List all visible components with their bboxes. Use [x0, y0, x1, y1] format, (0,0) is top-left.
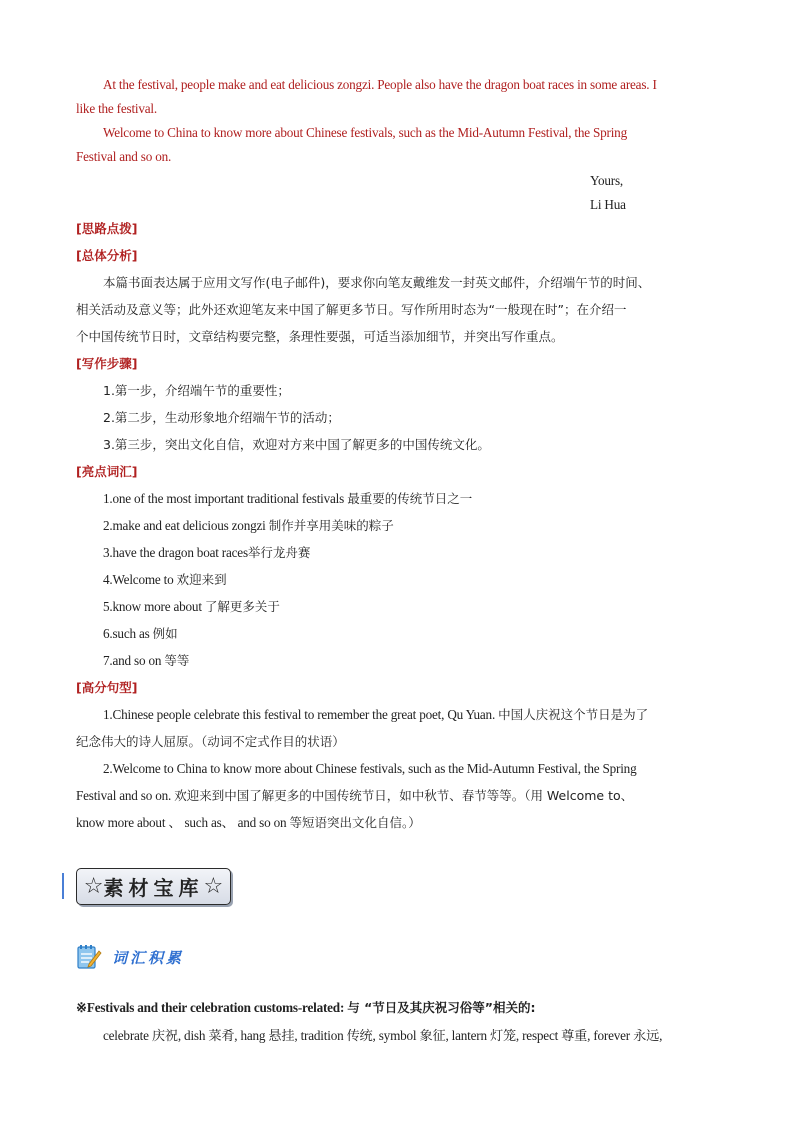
vocab-item-en: 7.and so on	[103, 653, 165, 668]
vocab-item-cn: 了解更多关于	[204, 599, 280, 614]
sentence-2-note: 等短语突出文化自信。）	[289, 815, 421, 830]
vocab-accumulation-title: 词汇积累	[112, 949, 185, 967]
vocab-item	[103, 570, 720, 590]
vocab-item	[103, 543, 720, 563]
letter-paragraph-1-line-1: At the festival, people make and eat delicious zongzi. People also have the dragon boat races in some areas. I	[103, 77, 657, 92]
vocab-item	[103, 624, 720, 644]
sentence-2-line-1: 2.Welcome to China to know more about Chinese festivals, such as the Mid-Autumn Festival, the Spring	[103, 761, 637, 776]
sentence-1-line-1	[103, 705, 720, 725]
festivals-heading	[76, 998, 720, 1018]
sentence-2-phrases: know more about 、 such as、 and so on	[76, 815, 290, 830]
tips-heading: [思路点拨]	[76, 221, 138, 236]
material-bank-banner	[76, 868, 231, 905]
sentence-2-line-2	[76, 786, 720, 806]
vocab-item-cn: 举行龙舟赛	[247, 545, 311, 560]
overview-heading: [总体分析]	[76, 248, 138, 263]
star-icon: ☆	[203, 874, 224, 899]
vocab-item-en: 3.have the dragon boat races	[103, 545, 248, 560]
festivals-heading-en: ※Festivals and their celebration customs-related:	[76, 1000, 348, 1015]
vocab-item-en: 2.make and eat delicious zongzi	[103, 518, 269, 533]
vocab-item-en: 1.one of the most important traditional festivals	[103, 491, 348, 506]
sentence-2-line-3	[76, 813, 720, 833]
sentence-1-line-2: 纪念伟大的诗人屈原。（动词不定式作目的状语）	[76, 734, 345, 749]
step-item: 1.第一步，介绍端午节的重要性；	[103, 383, 290, 398]
letter-paragraph-1-line-2: like the festival.	[76, 101, 157, 116]
vocab-item	[103, 516, 720, 536]
vocab-item-cn: 例如	[152, 626, 178, 641]
step-item: 2.第二步，生动形象地介绍端午节的活动；	[103, 410, 340, 425]
vocab-item-cn: 最重要的传统节日之一	[347, 491, 473, 506]
sentence-1-en: 1.Chinese people celebrate this festival to remember the great poet, Qu Yuan.	[103, 707, 499, 722]
vocab-item-cn: 等等	[164, 653, 190, 668]
vocab-heading: [亮点词汇]	[76, 464, 138, 479]
letter-signature: Li Hua	[590, 197, 626, 212]
section-marker-bar	[62, 873, 64, 899]
sentence-2-cn: 欢迎来到中国了解更多的中国传统节日，如中秋节、春节等等。（用 Welcome to、	[174, 788, 634, 803]
overview-line-1: 本篇书面表达属于应用文写作(电子邮件)，要求你向笔友戴维发一封英文邮件，介绍端午节的时间、	[103, 275, 651, 290]
vocab-item-en: 4.Welcome to	[103, 572, 177, 587]
overview-line-2: 相关活动及意义等；此外还欢迎笔友来中国了解更多节日。写作所用时态为“一般现在时”；在介绍一	[76, 302, 627, 317]
vocab-item	[103, 597, 720, 617]
letter-paragraph-2-line-1: Welcome to China to know more about Chinese festivals, such as the Mid-Autumn Festival, the Spring	[103, 125, 627, 140]
star-icon: ☆	[83, 874, 104, 899]
material-bank-title: 素材宝库	[103, 876, 204, 900]
vocab-item-cn: 欢迎来到	[176, 572, 227, 587]
festivals-heading-cn: 与 “节日及其庆祝习俗等”相关的:	[347, 1000, 536, 1015]
vocab-item-en: 6.such as	[103, 626, 153, 641]
step-item: 3.第三步，突出文化自信，欢迎对方来中国了解更多的中国传统文化。	[103, 437, 490, 452]
letter-paragraph-2-line-2: Festival and so on.	[76, 149, 172, 164]
sentences-heading: [高分句型]	[76, 680, 138, 695]
vocab-item	[103, 651, 720, 671]
sentence-2-en: Festival and so on.	[76, 788, 175, 803]
festival-words-line: celebrate 庆祝, dish 菜肴, hang 悬挂, tradition 传统, symbol 象征, lantern 灯笼, respect 尊重, forever 永远,	[103, 1028, 663, 1043]
letter-closing: Yours,	[590, 173, 624, 188]
vocab-item-cn: 制作并享用美味的粽子	[268, 518, 394, 533]
vocab-item	[103, 489, 720, 509]
steps-heading: [写作步骤]	[76, 356, 138, 371]
overview-line-3: 个中国传统节日时，文章结构要完整，条理性要强，可适当添加细节，并突出写作重点。	[76, 329, 564, 344]
sentence-1-cn: 中国人庆祝这个节日是为了	[498, 707, 649, 722]
vocab-item-en: 5.know more about	[103, 599, 205, 614]
notepad-pen-icon	[76, 943, 102, 971]
